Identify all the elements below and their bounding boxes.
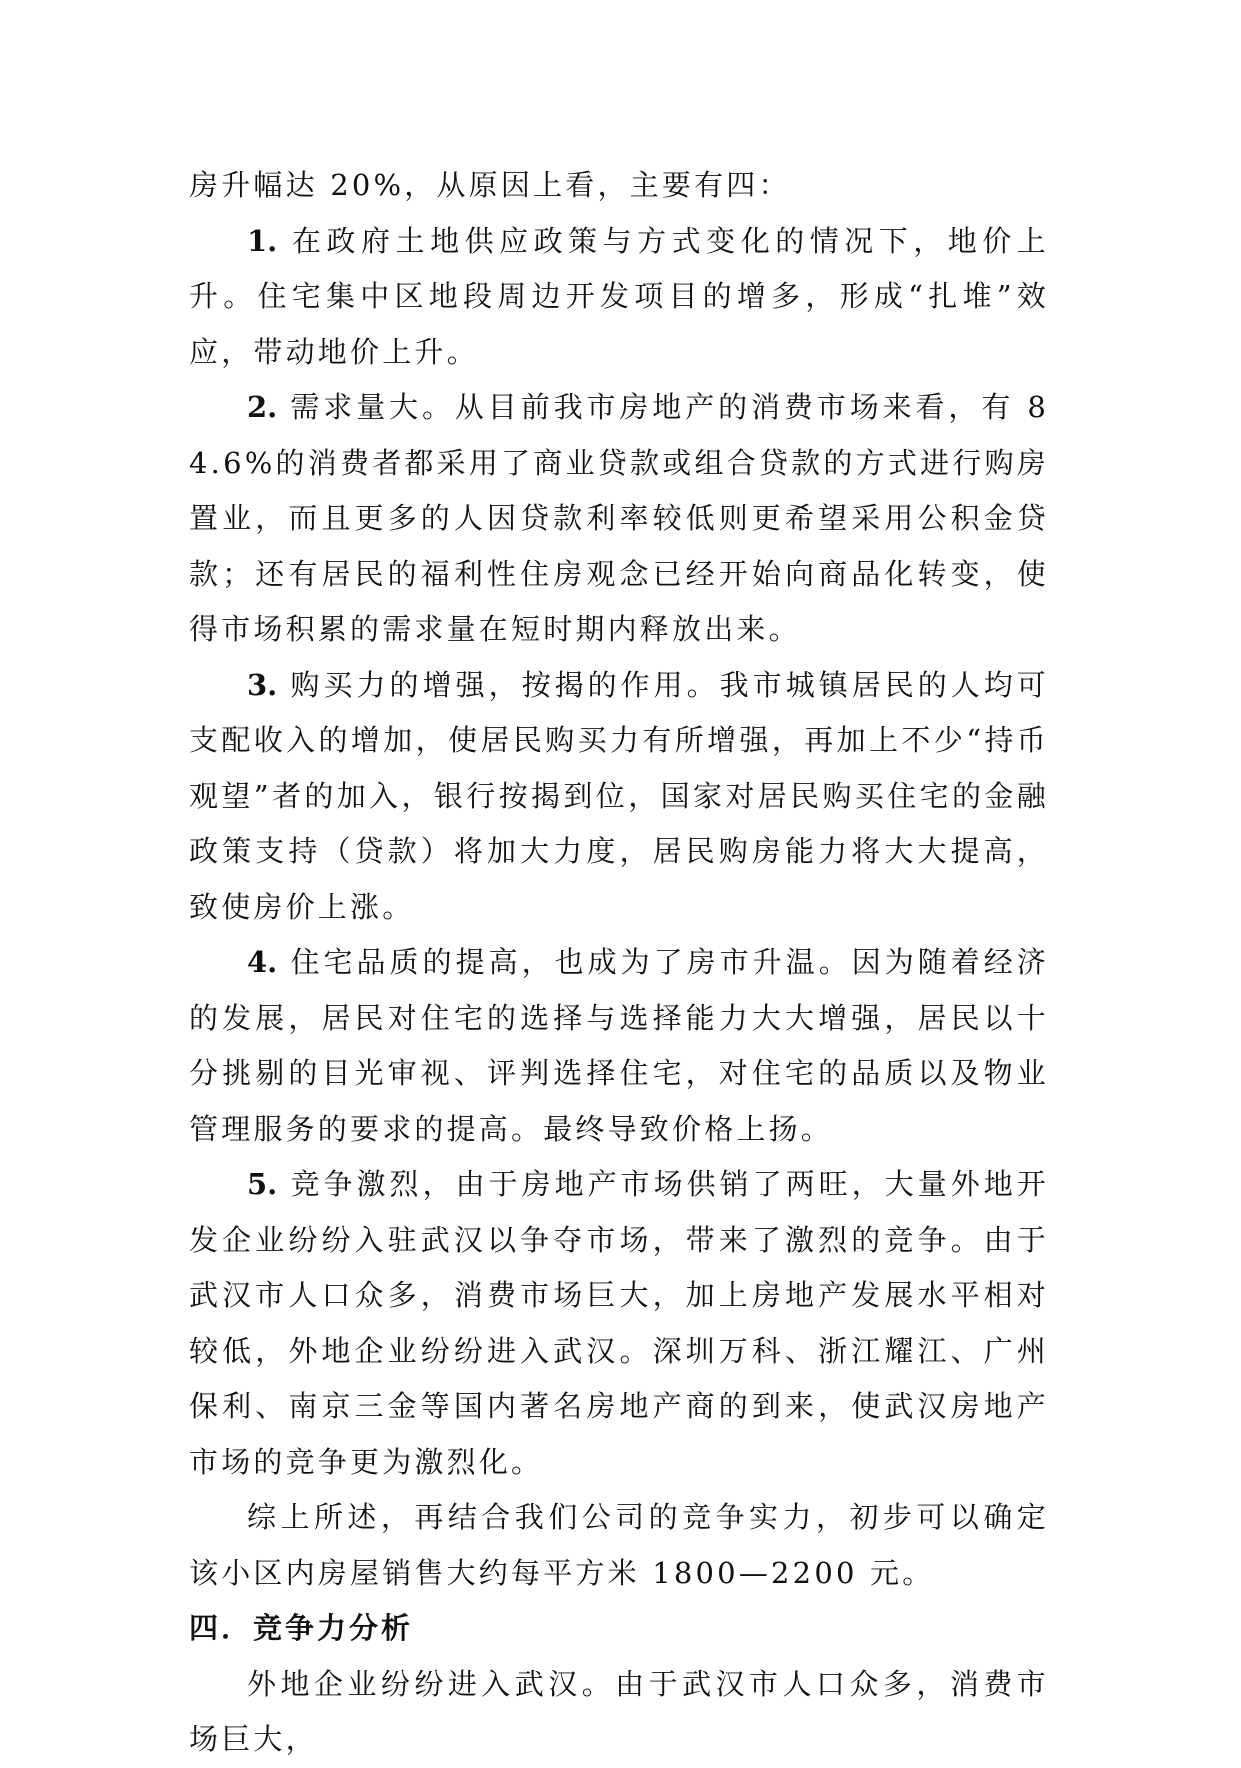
point-number: 1. bbox=[247, 223, 278, 258]
summary-paragraph: 综上所述，再结合我们公司的竞争实力，初步可以确定该小区内房屋销售大约每平方米 1800—2200 元。 bbox=[189, 1500, 1049, 1590]
point-text: 住宅品质的提高，也成为了房市升温。因为随着经济的发展，居民对住宅的选择与选择能力大大增强，居民以十分挑剔的目光审视、评判选择住宅，对住宅的品质以及物业管理服务的要求的提高。最终导致价格上扬。 bbox=[189, 945, 1049, 1146]
document-body bbox=[189, 158, 1049, 1768]
opening-line: 房升幅达 20%，从原因上看，主要有四： bbox=[189, 168, 791, 202]
point-text: 购买力的增强，按揭的作用。我市城镇居民的人均可支配收入的增加，使居民购买力有所增强，再加上不少“持币观望”者的加入，银行按揭到位，国家对居民购买住宅的金融政策支持（贷款）将加大力度，居民购房能力将大大提高，致使房价上涨。 bbox=[189, 667, 1049, 924]
point-text: 在政府土地供应政策与方式变化的情况下，地价上升。住宅集中区地段周边开发项目的增多，形成“扎堆”效应，带动地价上升。 bbox=[189, 223, 1049, 369]
point-number: 3. bbox=[247, 667, 278, 702]
section-paragraph: 外地企业纷纷进入武汉。由于武汉市人口众多，消费市场巨大， bbox=[189, 1666, 1049, 1756]
point-number: 2. bbox=[247, 390, 278, 424]
reason-point-1 bbox=[189, 214, 1049, 381]
reason-point-5 bbox=[189, 1157, 1049, 1490]
point-number: 5. bbox=[247, 1167, 278, 1201]
reason-point-3 bbox=[189, 658, 1049, 936]
reason-point-4 bbox=[189, 935, 1049, 1157]
point-text: 需求量大。从目前我市房地产的消费市场来看，有 84.6%的消费者都采用了商业贷款或组合贷款的方式进行购房置业，而且更多的人因贷款利率较低则更希望采用公积金贷款；还有居民的福利性住房观念已经开始向商品化转变，使得市场积累的需求量在短时期内释放出来。 bbox=[189, 390, 1049, 646]
point-text: 竞争激烈，由于房地产市场供销了两旺，大量外地开发企业纷纷入驻武汉以争夺市场，带来了激烈的竞争。由于武汉市人口众多，消费市场巨大，加上房地产发展水平相对较低，外地企业纷纷进入武汉。深圳万科、浙江耀江、广州保利、南京三金等国内著名房地产商的到来，使武汉房地产市场的竞争更为激烈化。 bbox=[189, 1167, 1049, 1479]
point-number: 4. bbox=[247, 945, 278, 979]
section-heading: 四．竞争力分析 bbox=[189, 1611, 414, 1645]
reason-point-2 bbox=[189, 380, 1049, 658]
